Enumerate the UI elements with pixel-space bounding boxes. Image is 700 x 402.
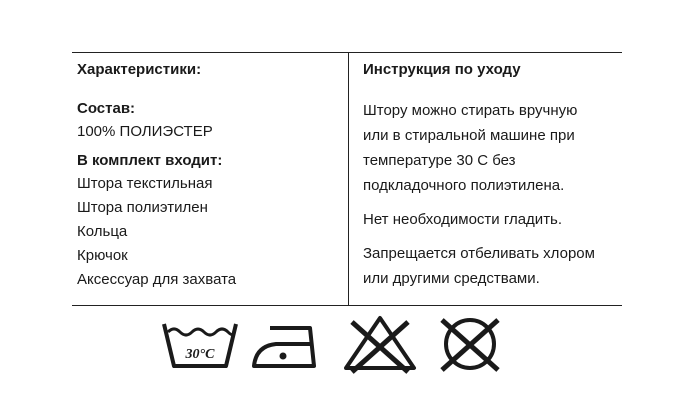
top-divider — [72, 52, 622, 53]
composition-heading: Состав: — [77, 100, 136, 117]
care-text-line: Запрещается отбеливать хлором — [363, 245, 595, 262]
no-bleach-icon — [340, 314, 420, 374]
care-text-line: Штору можно стирать вручную — [363, 102, 578, 119]
care-text-line: или другими средствами. — [363, 270, 540, 287]
characteristics-title: Характеристики: — [77, 61, 202, 78]
care-icons-row — [150, 314, 510, 384]
kit-item: Штора полиэтилен — [77, 199, 208, 216]
composition-value: 100% ПОЛИЭСТЕР — [77, 123, 213, 140]
care-instructions-column — [363, 55, 618, 291]
kit-item: Аксессуар для захвата — [77, 271, 237, 288]
wash-30-icon — [160, 314, 240, 374]
wash-temperature-label: 30°C — [185, 347, 215, 362]
kit-item: Крючок — [77, 247, 128, 264]
care-text-line: или в стиральной машине при — [363, 127, 575, 144]
no-tumble-dry-icon — [430, 314, 510, 374]
kit-heading: В комплект входит: — [77, 152, 223, 169]
iron-icon — [250, 314, 330, 374]
bottom-divider — [72, 305, 622, 306]
care-text-line: Нет необходимости гладить. — [363, 211, 563, 228]
kit-item: Штора текстильная — [77, 175, 213, 192]
characteristics-column — [77, 55, 342, 292]
care-title: Инструкция по уходу — [363, 61, 521, 78]
care-text-line: подкладочного полиэтилена. — [363, 177, 565, 194]
kit-item: Кольца — [77, 223, 128, 240]
column-divider — [348, 52, 349, 305]
care-text-line: температуре 30 С без — [363, 152, 516, 169]
